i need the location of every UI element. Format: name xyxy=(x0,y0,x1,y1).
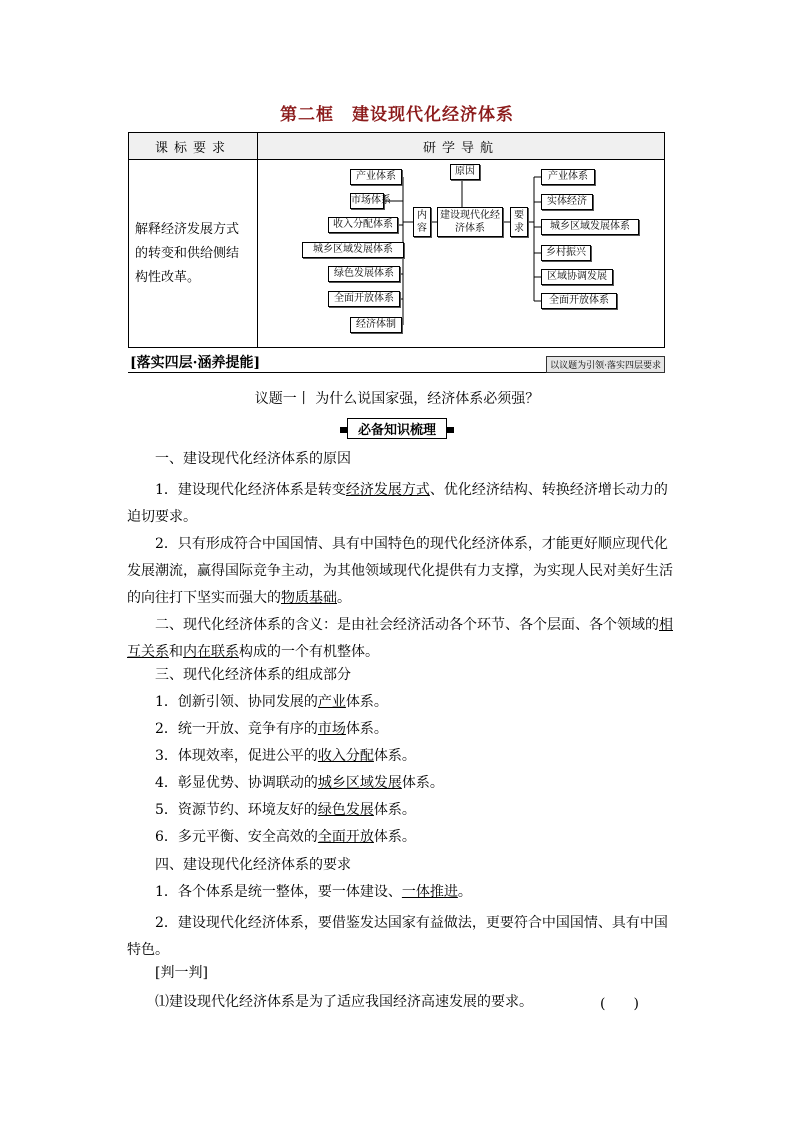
list-item-3 xyxy=(127,747,677,765)
node-left-7: 经济体制 xyxy=(350,317,402,333)
node-reason: 原因 xyxy=(450,164,480,180)
text: 1．各个体系是统一整体，要一体建设、 xyxy=(155,884,402,900)
topic-heading: 议题一丨 为什么说国家强，经济体系必须强？ xyxy=(254,391,540,407)
paragraph-definition xyxy=(127,612,677,666)
underlined-term: 城乡区域发展 xyxy=(317,775,402,791)
node-left-5: 绿色发展体系 xyxy=(328,266,400,282)
paragraph-1 xyxy=(127,477,677,531)
list-item-2 xyxy=(127,720,677,738)
col-header-navigation: 研学导航 xyxy=(258,133,665,160)
text: 体系。 xyxy=(373,748,416,764)
navigation-diagram xyxy=(258,160,665,348)
node-requirement-connector: 要求 xyxy=(510,207,528,237)
node-left-6: 全面开放体系 xyxy=(328,291,400,307)
node-left-4: 城乡区域发展体系 xyxy=(302,242,404,258)
heading-components: 三、现代化经济体系的组成部分 xyxy=(155,667,351,683)
requirement-text: 解释经济发展方式的转变和供给侧结构性改革。 xyxy=(129,160,258,348)
underlined-term: 产业 xyxy=(317,694,346,710)
banner-title: [落实四层·涵养提能] xyxy=(130,355,261,371)
heading-requirements: 四、建设现代化经济体系的要求 xyxy=(155,857,351,873)
heading-reasons: 一、建设现代化经济体系的原因 xyxy=(155,451,351,467)
section-banner xyxy=(128,352,665,374)
section-label xyxy=(0,418,794,439)
text: 、优化经济结构、转换经济增长动力的迫切要求。 xyxy=(127,482,668,525)
list-item-1 xyxy=(127,693,677,711)
list-item-6 xyxy=(127,828,677,846)
judge-label: [判一判] xyxy=(155,965,208,981)
page-title: 第二框 建设现代化经济体系 xyxy=(280,105,514,125)
col-header-requirements: 课标要求 xyxy=(129,133,258,160)
underlined-term: 绿色发展 xyxy=(317,802,374,818)
text: 构成的一个有机整体。 xyxy=(239,644,379,660)
text: 和 xyxy=(169,644,183,660)
text: 。 xyxy=(337,590,351,606)
node-right-5: 区域协调发展 xyxy=(541,269,613,285)
node-center: 建设现代化经济体系 xyxy=(437,207,503,237)
guide-table xyxy=(128,132,665,348)
node-right-4: 乡村振兴 xyxy=(541,245,591,261)
text: 3．体现效率，促进公平的 xyxy=(155,748,318,764)
text: 2．统一开放、竞争有序的 xyxy=(155,721,318,737)
text: 体系。 xyxy=(373,829,416,845)
text: 1．创新引领、协同发展的 xyxy=(155,694,318,710)
paragraph-2 xyxy=(127,531,677,612)
node-left-2: 市场体系 xyxy=(350,193,384,209)
text: 6．多元平衡、安全高效的 xyxy=(155,829,318,845)
list-item-5 xyxy=(127,801,677,819)
node-left-1: 产业体系 xyxy=(350,169,402,185)
node-right-3: 城乡区域发展体系 xyxy=(541,219,639,235)
list-item-4 xyxy=(127,774,677,792)
text: 4．彰显优势、协调联动的 xyxy=(155,775,318,791)
text: 体系。 xyxy=(401,775,444,791)
node-right-1: 产业体系 xyxy=(541,169,595,185)
banner-tag: 以议题为引领·落实四层要求 xyxy=(546,356,665,373)
underlined-term: 内在联系 xyxy=(183,644,239,660)
question-1: ⑴建设现代化经济体系是为了适应我国经济高速发展的要求。 xyxy=(155,994,533,1010)
underlined-term: 物质基础 xyxy=(281,590,337,606)
underlined-term: 全面开放 xyxy=(317,829,374,845)
requirement-2: 2．建设现代化经济体系，要借鉴发达国家有益做法，更要符合中国国情、具有中国特色。 xyxy=(127,915,668,958)
node-right-6: 全面开放体系 xyxy=(541,293,617,309)
node-content-connector: 内容 xyxy=(413,207,431,237)
underlined-term: 经济发展方式 xyxy=(345,482,430,498)
node-left-3: 收入分配体系 xyxy=(328,217,398,233)
section-label-text: 必备知识梳理 xyxy=(347,418,447,439)
node-right-2: 实体经济 xyxy=(541,194,593,210)
underlined-term: 相互关系 xyxy=(127,617,673,660)
text: 1．建设现代化经济体系是转变 xyxy=(155,482,346,498)
underlined-term: 收入分配 xyxy=(317,748,374,764)
underlined-term: 一体推进 xyxy=(401,884,458,900)
text: 体系。 xyxy=(373,802,416,818)
underlined-term: 市场 xyxy=(317,721,346,737)
text: 。 xyxy=(457,884,472,900)
text: 2．只有形成符合中国国情、具有中国特色的现代化经济体系，才能更好顺应现代化发展潮流，赢得国际竞争主动，为其他领域现代化提供有力支撑，为实现人民对美好生活的向往打下坚实而强大的 xyxy=(127,536,673,606)
text: 体系。 xyxy=(345,721,388,737)
text: 二、现代化经济体系的含义：是由社会经济活动各个环节、各个层面、各个领域的 xyxy=(155,617,659,633)
text: 5．资源节约、环境友好的 xyxy=(155,802,318,818)
text: 体系。 xyxy=(345,694,388,710)
requirement-1 xyxy=(127,883,677,901)
answer-blank[interactable]: ( ) xyxy=(600,996,639,1012)
